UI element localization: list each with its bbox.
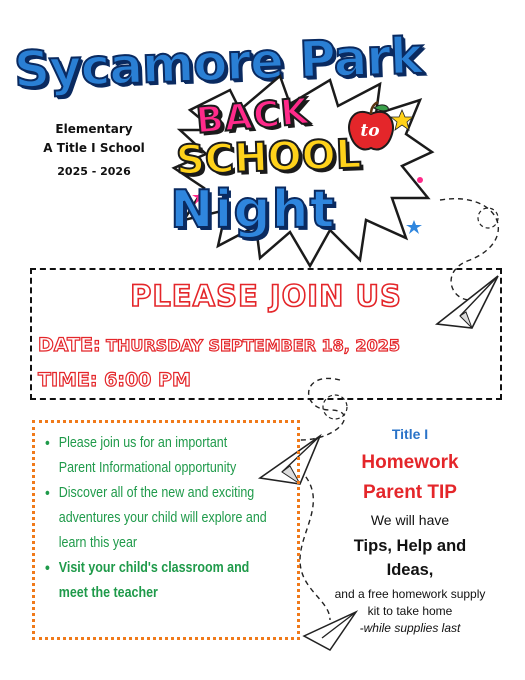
list-item: adventures your child will explore and [58,510,267,526]
time-label: TIME: [38,369,98,391]
list-item: • Visit your child's classroom and [45,556,303,581]
invitation-title: PLEASE JOIN US [130,279,402,313]
time-value: 6:00 PM [104,369,191,391]
list-item: • Please join us for an important [45,431,303,456]
tip-intro: We will have [370,512,450,528]
tip-label: Title I [391,426,429,442]
logo-back-text: BACK [194,91,312,143]
logo-school-text: SCHOOL [175,131,362,184]
tip-note: -while supplies last [359,621,461,635]
date-value: THURSDAY SEPTEMBER 18, 2025 [106,336,400,355]
invitation-box [30,268,502,400]
event-details-box [32,420,300,640]
tip-detail-2: kit to take home [367,604,453,618]
tip-heading-2: Parent TIP [363,482,457,503]
title-one-label: A Title I School [43,141,145,155]
event-time [38,366,191,394]
date-label: DATE: [38,334,101,356]
school-type: Elementary [55,122,133,136]
list-item: meet the teacher [58,585,158,601]
list-item: Parent Informational opportunity [58,460,237,476]
school-subtitle [24,120,164,183]
event-date [38,332,400,359]
tip-heading-1: Homework [361,452,459,473]
school-year: 2025 - 2026 [57,165,131,178]
homework-tip-panel [305,422,515,637]
logo-night-text: Night [170,180,336,240]
tip-highlight-2: Ideas, [386,561,434,579]
logo-to-text: to [360,121,380,141]
tip-highlight-1: Tips, Help and [353,537,467,555]
list-item: learn this year [58,535,138,551]
school-name: Sycamore Park [12,26,424,99]
tip-detail-1: and a free homework supply [334,587,486,601]
event-details-list [35,423,297,606]
list-item: • Discover all of the new and exciting [45,481,303,506]
